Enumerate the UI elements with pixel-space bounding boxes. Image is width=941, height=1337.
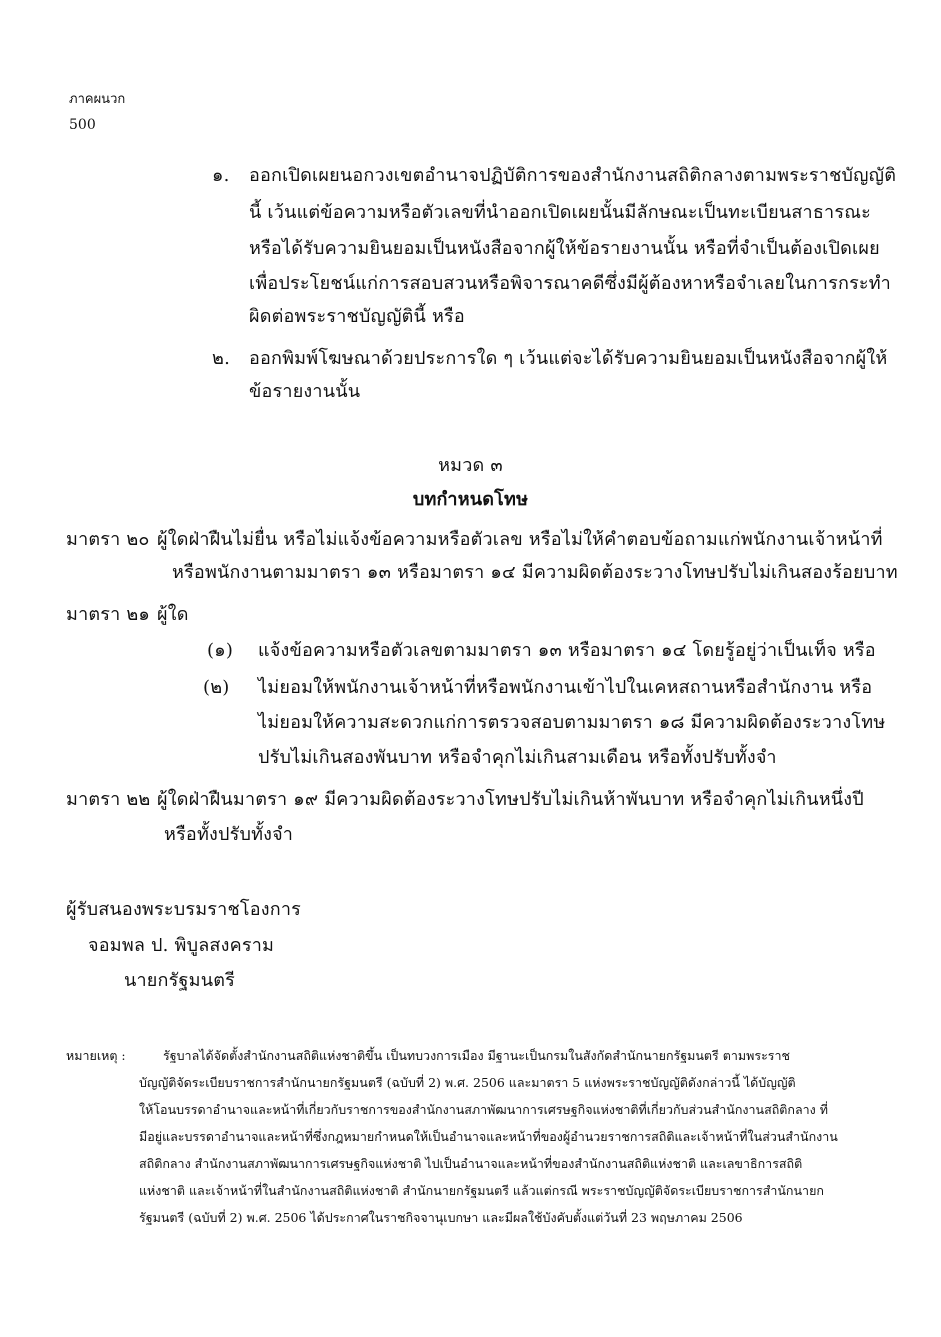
list-1-line-3: หรือได้รับความยินยอมเป็นหนังสือจากผู้ให้ข้อรายงานนั้น หรือที่จำเป็นต้องเปิดเผย: [249, 238, 880, 259]
section-21-item-2-line-1: ไม่ยอมให้พนักงานเจ้าหน้าที่หรือพนักงานเข้าไปในเคหสถานหรือสำนักงาน หรือ: [258, 677, 873, 698]
list-1-line-4: เพื่อประโยชน์แก่การสอบสวนหรือพิจารณาคดีซึ่งมีผู้ต้องหาหรือจำเลยในการกระทำ: [249, 273, 891, 294]
list-1-line-2: นี้ เว้นแต่ข้อความหรือตัวเลขที่นำออกเปิดเผยนั้นมีลักษณะเป็นทะเบียนสาธารณะ: [249, 202, 871, 223]
footnote-label: หมายเหตุ :: [66, 1048, 126, 1063]
section-21-item-2-line-2: ไม่ยอมให้ความสะดวกแก่การตรวจสอบตามมาตรา ๑๘ มีความผิดต้องระวางโทษ: [258, 712, 886, 733]
footnote-line-2: บัญญัติจัดระเบียบราชการสำนักนายกรัฐมนตรี (ฉบับที่ 2) พ.ศ. 2506 และมาตรา 5 แห่งพระราชบัญญัติดังกล่าวนี้ ได้บัญญัติ: [139, 1075, 796, 1090]
section-20-label: มาตรา ๒๐: [66, 529, 150, 550]
list-1-line-5: ผิดต่อพระราชบัญญัตินี้ หรือ: [249, 306, 465, 327]
footnote-line-7: รัฐมนตรี (ฉบับที่ 2) พ.ศ. 2506 ได้ประกาศในราชกิจจานุเบกษา และมีผลใช้บังคับตั้งแต่วันที่ 23 พฤษภาคม 2506: [139, 1210, 743, 1225]
list-2-line-1: ออกพิมพ์โฆษณาด้วยประการใด ๆ เว้นแต่จะได้รับความยินยอมเป็นหนังสือจากผู้ให้: [249, 348, 888, 369]
section-22-label: มาตรา ๒๒: [66, 789, 151, 810]
footnote-line-6: แห่งชาติ และเจ้าหน้าที่ในสำนักงานสถิติแห่งชาติ สำนักนายกรัฐมนตรี แล้วแต่กรณี พระราชบัญญัติจัดระเบียบราชการสำนักนายก: [139, 1183, 824, 1198]
signatory-name: จอมพล ป. พิบูลสงคราม: [88, 935, 275, 956]
section-22-line-1: ผู้ใดฝ่าฝืนมาตรา ๑๙ มีความผิดต้องระวางโทษปรับไม่เกินห้าพันบาท หรือจำคุกไม่เกินหนึ่งปี: [157, 789, 864, 810]
chapter-number: หมวด ๓: [438, 455, 503, 476]
footnote-line-4: มีอยู่และบรรดาอำนาจและหน้าที่ซึ่งกฎหมายกำหนดให้เป็นอำนาจและหน้าที่ของผู้อำนวยราชการสถิติและเจ้าหน้าที่ในส่วนสำนักงาน: [139, 1129, 838, 1144]
list-1-line-1: ออกเปิดเผยนอกวงเขตอำนาจปฏิบัติการของสำนักงานสถิติกลางตามพระราชบัญญัติ: [249, 165, 897, 186]
section-21-label: มาตรา ๒๑: [66, 604, 151, 625]
page-number: 500: [69, 117, 96, 133]
section-label: ภาคผนวก: [69, 92, 126, 107]
footnote-line-5: สถิติกลาง สำนักงานสภาพัฒนาการเศรษฐกิจแห่งชาติ ไปเป็นอำนาจและหน้าที่ของสำนักงานสถิติแห่งชาติ และเลขาธิการสถิติ: [139, 1156, 803, 1171]
chapter-title: บทกำหนดโทษ: [412, 489, 529, 510]
list-marker-1: ๑.: [212, 165, 230, 186]
section-20-line-1: ผู้ใดฝ่าฝืนไม่ยื่น หรือไม่แจ้งข้อความหรือตัวเลข หรือไม่ให้คำตอบข้อถามแก่พนักงานเจ้าหน้าที่: [157, 529, 883, 550]
section-21-item-2-line-3: ปรับไม่เกินสองพันบาท หรือจำคุกไม่เกินสามเดือน หรือทั้งปรับทั้งจำ: [258, 747, 777, 768]
section-21-item-2-marker: (๒): [203, 677, 230, 698]
section-21-intro: ผู้ใด: [157, 604, 189, 625]
footnote-line-3: ให้โอนบรรดาอำนาจและหน้าที่เกี่ยวกับราชการของสำนักงานสภาพัฒนาการเศรษฐกิจแห่งชาติที่เกี่ยวกับส่วนสำนักงานสถิติกลาง ที่: [139, 1102, 828, 1117]
signatory-title: นายกรัฐมนตรี: [124, 970, 235, 991]
section-20-line-2: หรือพนักงานตามมาตรา ๑๓ หรือมาตรา ๑๔ มีความผิดต้องระวางโทษปรับไม่เกินสองร้อยบาท: [172, 562, 898, 583]
list-marker-2: ๒.: [212, 348, 230, 369]
section-21-item-1-marker: (๑): [207, 640, 234, 661]
section-22-line-2: หรือทั้งปรับทั้งจำ: [164, 824, 294, 845]
list-2-line-2: ข้อรายงานนั้น: [249, 381, 361, 402]
footnote-line-1: รัฐบาลได้จัดตั้งสำนักงานสถิติแห่งชาติขึ้น เป็นทบวงการเมือง มีฐานะเป็นกรมในสังกัดสำนักนายกรัฐมนตรี ตามพระราช: [163, 1048, 791, 1063]
countersign-label: ผู้รับสนองพระบรมราชโองการ: [66, 899, 302, 920]
section-21-item-1-line-1: แจ้งข้อความหรือตัวเลขตามมาตรา ๑๓ หรือมาตรา ๑๔ โดยรู้อยู่ว่าเป็นเท็จ หรือ: [258, 640, 876, 661]
